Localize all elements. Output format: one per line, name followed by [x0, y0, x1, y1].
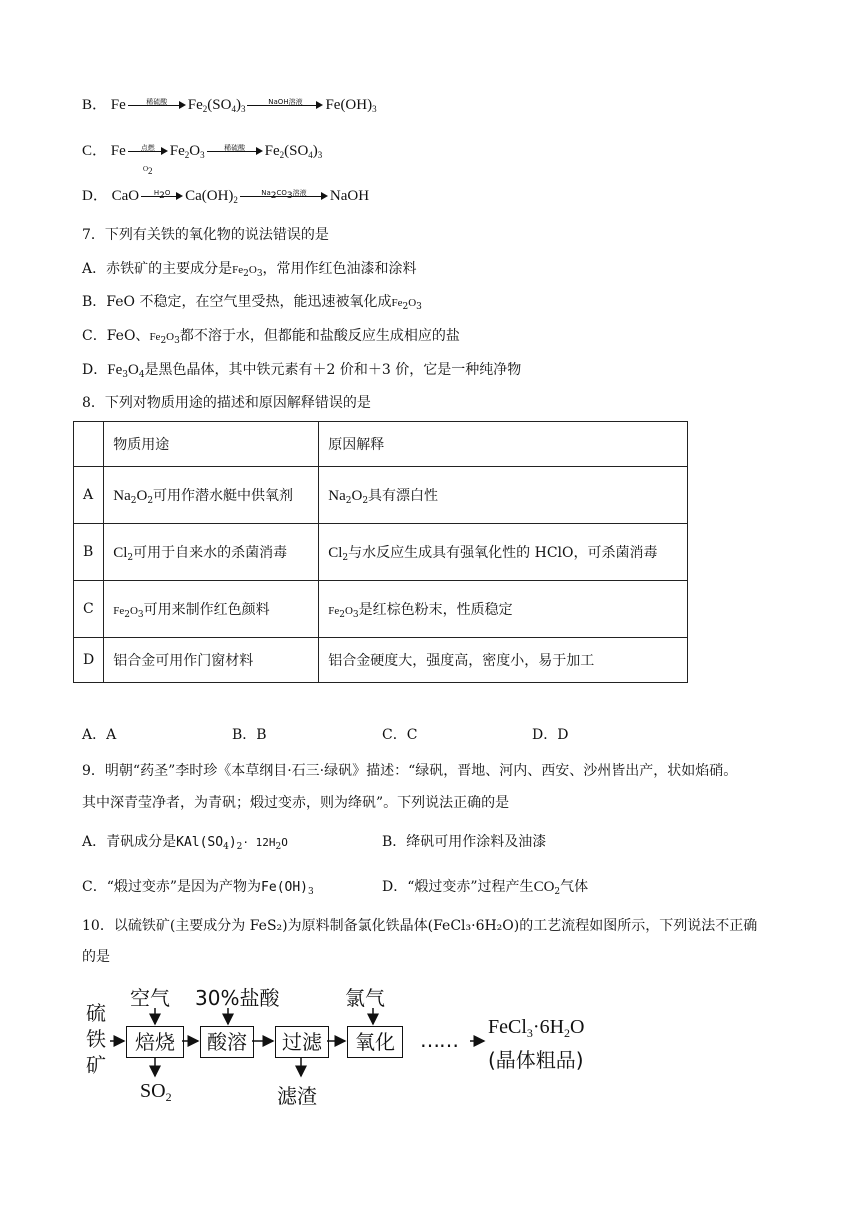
q7-option-d: D．$Fe_3O_4$是黑色晶体，其中铁元素有＋2 价和＋3 价，它是一种纯净物 [82, 362, 522, 380]
q7-option-c: C．FeO、$Fe_2O_3$都不溶于水，但都能和盐酸反应生成相应的盐 [82, 328, 460, 346]
table-header-cell: 物质用途 [104, 422, 319, 467]
product-formula: $FeCl_3\cdot 6H_2O$ [488, 1016, 585, 1040]
table-row: D 铝合金可用作门窗材料 铝合金硬度大，强度高，密度小，易于加工 [74, 638, 688, 683]
reaction-arrow-icon: 稀硫酸 [207, 146, 263, 158]
continuation-dots: …… [420, 1028, 458, 1052]
q9-option-d: D．“煅过变赤”过程产生$CO_2$气体 [382, 879, 589, 897]
raw-material-label: 硫 铁 矿 [86, 1001, 106, 1077]
step-oxidize: 氧化 [347, 1026, 403, 1058]
q10-stem-line1: 10．以硫铁矿(主要成分为 FeS₂)为原料制备氯化铁晶体(FeCl₃·6H₂O)的工艺流程如图所示，下列说法不正确 [82, 918, 758, 934]
q9-stem-line2: 其中深青莹净者，为青矾；煅过变赤，则为绛矾”。下列说法正确的是 [82, 795, 510, 811]
q8-option-d: D．D [532, 727, 569, 743]
reaction-arrow-icon: 点燃 $O_2$ [128, 146, 168, 158]
q6-option-b: B． Fe 稀硫酸 $Fe_2(SO_4)_3$ NaOH溶液 $Fe(OH)_3$ [82, 97, 377, 114]
q8-option-c: C．C [382, 727, 418, 743]
q10-stem-line2: 的是 [82, 949, 110, 965]
input-chlorine: 氯气 [345, 986, 385, 1010]
reaction-arrow-icon: $H_2O$ [141, 191, 183, 203]
table-header-cell: 原因解释 [319, 422, 688, 467]
q8-option-a: A．A [82, 727, 117, 743]
reaction-arrow-icon: NaOH溶液 [247, 100, 323, 112]
q9-option-b: B．绛矾可用作涂料及油漆 [382, 834, 547, 850]
input-air: 空气 [130, 986, 170, 1010]
q8-stem: 8．下列对物质用途的描述和原因解释错误的是 [82, 395, 371, 411]
q7-stem: 7．下列有关铁的氧化物的说法错误的是 [82, 227, 329, 243]
table-row: A $Na_2O_2$可用作潜水艇中供氧剂 $Na_2O_2$具有漂白性 [74, 467, 688, 524]
output-so2: $SO_2$ [140, 1080, 172, 1104]
q9-stem-line1: 9．明朝“药圣”李时珍《本草纲目·石三·绿矾》描述：“绿矾，晋地、河内、西安、沙州皆出产，状如焰硝。 [82, 763, 738, 779]
table-row: B $Cl_2$可用于自来水的杀菌消毒 $Cl_2$与水反应生成具有强氧化性的 HClO，可杀菌消毒 [74, 524, 688, 581]
output-residue: 滤渣 [277, 1084, 317, 1108]
q6-option-d: D． CaO $H_2O$ $Ca(OH)_2$ $Na_2CO_3$溶液 NaOH [82, 188, 370, 205]
product-note: (晶体粗品) [488, 1048, 584, 1072]
q7-option-a: A．赤铁矿的主要成分是$Fe_2O_3$，常用作红色油漆和涂料 [82, 261, 417, 279]
step-acid-dissolve: 酸溶 [200, 1026, 254, 1058]
reaction-arrow-icon: $Na_2CO_3$溶液 [240, 191, 328, 203]
reaction-arrow-icon: 稀硫酸 [128, 100, 186, 112]
step-roast: 焙烧 [126, 1026, 184, 1058]
step-filter: 过滤 [275, 1026, 329, 1058]
q6-option-c: C． Fe 点燃 $O_2$ $Fe_2O_3$ 稀硫酸 $Fe_2(SO_4)_3$ [82, 143, 323, 176]
q9-option-a: A．青矾成分是$KAl(SO_4)_2\cdot 12H_2O$ [82, 834, 288, 852]
table-row: C $Fe_2O_3$可用来制作红色颜料 $Fe_2O_3$是红棕色粉末，性质稳定 [74, 581, 688, 638]
input-hcl: 30%盐酸 [195, 986, 280, 1010]
q9-option-c: C．“煅过变赤”是因为产物为$Fe(OH)_3$ [82, 879, 314, 897]
q8-option-b: B．B [232, 727, 267, 743]
q7-option-b: B．FeO 不稳定，在空气里受热，能迅速被氧化成$Fe_2O_3$ [82, 294, 422, 312]
